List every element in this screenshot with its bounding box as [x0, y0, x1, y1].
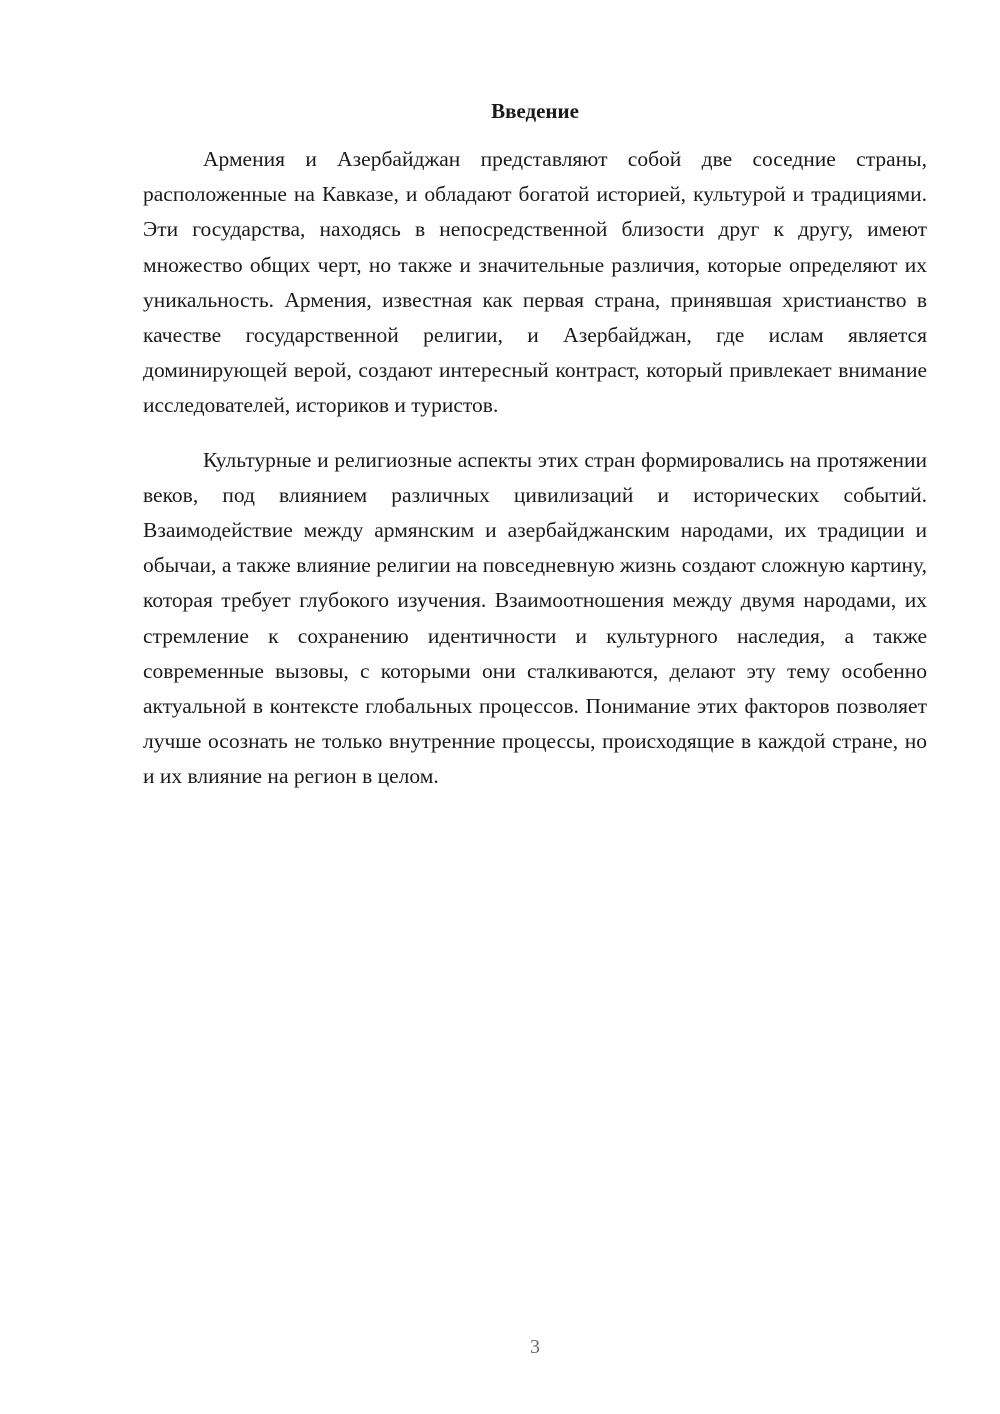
body-text — [143, 142, 927, 795]
paragraph-1: Армения и Азербайджан представляют собой две соседние страны, расположенные на Кавказе, и обладают богатой историей, культурой и традициями. Эти государства, находясь в непосредственной близости друг к другу, имеют множество общих черт, но также и значительные различия, которые определяют их уникальность. Армения, известная как первая страна, принявшая христианство в качестве государственной религии, и Азербайджан, где ислам является доминирующей верой, создают интересный контраст, который привлекает внимание исследователей, историков и туристов. — [143, 147, 927, 418]
page-number: 3 — [530, 1336, 540, 1358]
paragraph-2: Культурные и религиозные аспекты этих стран формировались на протяжении веков, под влиянием различных цивилизаций и исторических событий. Взаимодействие между армянским и азербайджанским народами, их традиции и обычаи, а также влияние религии на повседневную жизнь создают сложную картину, которая требует глубокого изучения. Взаимоотношения между двумя народами, их стремление к сохранению идентичности и культурного наследия, а также современные вызовы, с которыми они сталкиваются, делают эту тему особенно актуальной в контексте глобальных процессов. Понимание этих факторов позволяет лучше осознать не только внутренние процессы, происходящие в каждой стране, но и их влияние на регион в целом. — [143, 447, 927, 789]
section-heading: Введение — [491, 99, 579, 123]
